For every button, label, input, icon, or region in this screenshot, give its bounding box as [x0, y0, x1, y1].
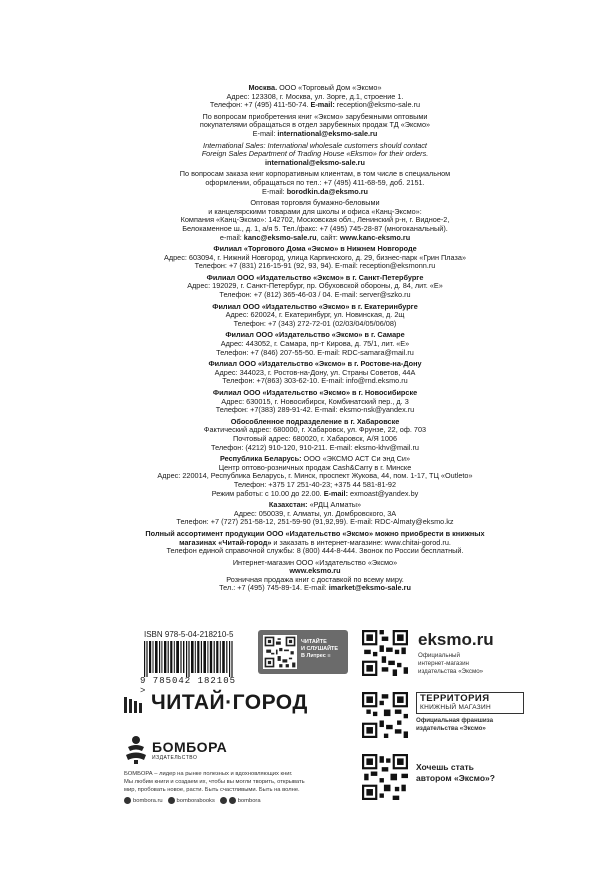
territoriya-line: Официальная франшиза: [416, 717, 494, 724]
territoriya-desc: [416, 717, 524, 733]
branch-phone: Телефон: +7 (727) 251-58-12, 251-59-90 (91,92,99). E-mail: RDC-Almaty@eksmo.kz: [176, 517, 454, 527]
intl-email[interactable]: international@eksmo-sale.ru: [265, 157, 365, 167]
branch-phone: Телефон: +7(383) 289-91-42. E-mail: eksmo-nsk@yandex.ru: [215, 405, 415, 415]
dzen-icon: [229, 797, 236, 804]
branch-address: Адрес: 220014, Республика Беларусь, г. Минск, проспект Жукова, 44, пом. 1-17, ТЦ «Outleto»: [157, 471, 473, 481]
branch-address: Адрес: 630015, г. Новосибирск, Комбинатский пер., д. 3: [221, 396, 409, 406]
kanc-block: [130, 199, 500, 242]
telegram-icon: [220, 797, 227, 804]
barcode-number: 9 785042 182105 >: [140, 676, 237, 696]
bombora-sub: ИЗДАТЕЛЬСТВО: [152, 755, 198, 761]
qr-code-icon[interactable]: [362, 692, 408, 738]
chitai-gorod-name: ЧИТАЙ·ГОРОД: [151, 691, 308, 714]
chitai-gorod-mark-icon: [124, 697, 146, 713]
branch-title: Казахстан:: [268, 500, 308, 510]
branch-title: Республика Беларусь:: [219, 454, 302, 464]
intl-block: [130, 142, 500, 168]
chitai-text: Полный ассортимент продукции ООО «Издательство «Эксмо» можно приобрести в книжных: [145, 528, 485, 538]
litres-line: В Литрес ≡: [301, 653, 331, 659]
branch-address: Фактический адрес: 680000, г. Хабаровск, ул. Фрунзе, 22, оф. 703: [203, 425, 427, 435]
bombora-desc: [124, 771, 349, 794]
territoriya-line: издательства «Эксмо»: [416, 725, 486, 732]
moscow-email[interactable]: reception@eksmo-sale.ru: [334, 100, 421, 110]
bombora-social: [124, 797, 261, 804]
author-block[interactable]: [416, 762, 495, 784]
branch-phone: Телефон: +375 17 251-40-23; +375 44 581-81-92: [233, 479, 397, 489]
chitai-phone: Телефон единой справочной службы: 8 (800) 444-8-444. Звонок по России бесплатный.: [166, 546, 464, 556]
moscow-phone: Телефон: +7 (495) 411-50-74.: [209, 100, 309, 110]
shop-email[interactable]: imarket@eksmo-sale.ru: [326, 583, 411, 593]
litres-line: И СЛУШАЙТЕ: [301, 646, 339, 652]
email-label: E-mail:: [261, 186, 285, 196]
khab-block: [130, 418, 500, 452]
branch-address: Почтовый адрес: 680020, г. Хабаровск, А/Я 1006: [232, 433, 398, 443]
branch-phone: Телефон: (4212) 910-120, 910-211. E-mail: eksmo-khv@mail.ru: [211, 442, 419, 452]
branch-phone: Телефон: +7 (343) 272-72-01 (02/03/04/05/06/08): [233, 318, 397, 328]
nsk-block: [130, 389, 500, 415]
bombora-social-link[interactable]: bomborabooks: [176, 798, 215, 805]
shop-phone: Тел.: +7 (495) 745-89-14. E-mail:: [219, 583, 327, 593]
branch-address: Адрес: 603094, г. Нижний Новгород, улица Карпинского, д. 29, бизнес-парк «Грин Плаза»: [163, 252, 466, 262]
chitai-site[interactable]: и заказать в интернет-магазине: www.chitai-gorod.ru.: [271, 537, 451, 547]
branch-title: Филиал ООО «Издательство «Эксмо» в г. Екатеринбурге: [212, 301, 418, 311]
territoriya-logo: [416, 692, 524, 714]
litres-line: ЧИТАЙТЕ: [301, 639, 327, 645]
kanc-site[interactable]: www.kanc-eksmo.ru: [339, 232, 411, 242]
branch-phone: Телефон: +7 (831) 216-15-91 (92, 93, 94). E-mail: reception@eksmonn.ru: [194, 261, 436, 271]
branch-company: ООО «ЭКСМО АСТ Си энд Си»: [301, 454, 411, 464]
kanc-text: Оптовая торговля бумажно-беловыми: [250, 198, 380, 208]
branch-title: Обособленное подразделение в г. Хабаровске: [230, 416, 400, 426]
qr-code-icon: [263, 635, 297, 669]
intl-text: Foreign Sales Department of Trading House «Eksmo» for their orders.: [201, 149, 429, 159]
litres-text: [301, 639, 338, 660]
branch-phone: Телефон: +7 (846) 207-55-50. E-mail: RDC-samara@mail.ru: [216, 347, 414, 357]
eksmo-site-block[interactable]: [418, 630, 494, 676]
bombora-name: БОМБОРА: [152, 739, 228, 755]
shop-site[interactable]: www.eksmo.ru: [289, 566, 341, 576]
work-hours: Режим работы: с 10.00 до 22.00.: [211, 488, 322, 498]
spb-block: [130, 274, 500, 300]
branch-address: Адрес: 050039, г. Алматы, ул. Домбровского, 3А: [233, 508, 397, 518]
isbn-text: ISBN 978-5-04-218210-5: [144, 630, 234, 639]
branch-phone: Телефон: +7(863) 303-62-10. E-mail: info@rnd.eksmo.ru: [222, 376, 408, 386]
eksmo-site-url[interactable]: eksmo.ru: [418, 630, 494, 649]
foreign-text: покупателями обращаться в отдел зарубежных продаж ТД «Эксмо»: [199, 120, 431, 130]
territoriya-logo-title: ТЕРРИТОРИЯ: [420, 693, 490, 704]
samara-block: [130, 331, 500, 357]
bombora-logo-icon: [124, 735, 148, 765]
branch-phone: Телефон: +7 (812) 365-46-03 / 04. E-mail: server@szko.ru: [219, 290, 411, 300]
branch-text: Центр оптово-розничных продаж Cash&Carry в г. Минске: [218, 462, 412, 472]
qr-code-icon[interactable]: [362, 630, 408, 676]
ekb-block: [130, 303, 500, 329]
foreign-text: По вопросам приобретения книг «Эксмо» зарубежными оптовыми: [202, 111, 428, 121]
kanc-address: Компания «Канц-Эксмо»: 142702, Московская обл., Ленинский р-н, г. Видное-2,: [180, 215, 450, 225]
kanc-address: Белокаменное ш., д. 1, а/я 5. Тел./факс: +7 (495) 745-28-87 (многоканальный).: [182, 223, 448, 233]
branch-title: Филиал ООО «Издательство «Эксмо» в г. Ростове-на-Дону: [208, 359, 422, 369]
kz-block: [130, 501, 500, 527]
litres-badge[interactable]: [258, 630, 348, 674]
foreign-block: [130, 113, 500, 139]
corp-block: [130, 170, 500, 196]
shop-title: Интернет-магазин ООО «Издательство «Эксмо»: [232, 557, 398, 567]
isbn-barcode: [124, 630, 237, 696]
branch-email[interactable]: exmoast@yandex.by: [348, 488, 419, 498]
chitai-block: [130, 530, 500, 556]
eksmo-site-desc: [418, 652, 494, 676]
kanc-text: и канцелярскими товарами для школы и офиса «Канц-Эксмо»:: [208, 206, 422, 216]
moscow-address: Адрес: 123308, г. Москва, ул. Зорге, д.1, строение 1.: [226, 91, 404, 101]
barcode-icon: [144, 641, 234, 677]
nn-block: [130, 245, 500, 271]
branch-title: Филиал ООО «Издательство «Эксмо» в г. Новосибирске: [212, 388, 418, 397]
corp-text: оформлении, обращаться по тел.: +7 (495) 411-68-59, доб. 2151.: [205, 177, 425, 187]
chitai-text: магазинах «Читай-город»: [179, 537, 272, 547]
bombora-desc-line: Мы любим книги и создаем их, чтобы вы могли творить, открывать: [124, 778, 305, 785]
moscow-company: ООО «Торговый Дом «Эксмо»: [277, 83, 382, 92]
email-label: E-mail:: [323, 488, 349, 498]
vk-icon: [168, 797, 175, 804]
belarus-block: [130, 455, 500, 498]
rostov-block: [130, 360, 500, 386]
branch-title: Филиал ООО «Издательство «Эксмо» в г. Самаре: [225, 330, 405, 340]
author-line: Хочешь стать: [416, 762, 474, 772]
branch-title: Филиал «Торгового Дома «Эксмо» в Нижнем Новгороде: [213, 244, 417, 254]
email-label: E-mail:: [252, 128, 276, 138]
branch-address: Адрес: 344023, г. Ростов-на-Дону, ул. Страны Советов, 44А: [214, 367, 416, 377]
branch-address: Адрес: 443052, г. Самара, пр-т Кирова, д. 75/1, лит. «Е»: [220, 339, 410, 349]
moscow-city: Москва.: [248, 83, 278, 92]
eksmo-site-line: издательства «Эксмо»: [418, 668, 484, 675]
eksmo-site-line: интернет-магазин: [418, 660, 469, 667]
author-line: автором «Эксмо»?: [416, 773, 495, 783]
corp-email[interactable]: borodkin.da@eksmo.ru: [286, 186, 369, 196]
branch-company: «РДЦ Алматы»: [307, 500, 362, 510]
kanc-email[interactable]: kanc@eksmo-sale.ru: [243, 232, 317, 242]
email-label: E-mail:: [310, 100, 335, 110]
corp-text: По вопросам заказа книг корпоративным клиентам, в том числе в специальном: [179, 169, 451, 179]
branch-address: Адрес: 192029, г. Санкт-Петербург, пр. Обуховской обороны, д. 84, лит. «Е»: [187, 281, 443, 291]
email-label: e-mail:: [219, 232, 242, 242]
bombora-desc-line: мир, пробовать новое, расти. Быть счастливыми. Быть на волне.: [124, 786, 300, 793]
bombora-social-link[interactable]: bombora.ru: [133, 798, 163, 805]
site-label: , сайт:: [316, 232, 338, 242]
foreign-email[interactable]: international@eksmo-sale.ru: [277, 128, 378, 138]
moscow-block: [130, 84, 500, 110]
shop-block: [130, 559, 500, 593]
branch-title: Филиал ООО «Издательство «Эксмо» в г. Санкт-Петербурге: [206, 272, 424, 282]
territoriya-block[interactable]: [416, 692, 524, 733]
qr-code-icon[interactable]: [362, 754, 408, 800]
contacts-block: [130, 84, 500, 596]
instagram-icon: [124, 797, 131, 804]
eksmo-site-line: Официальный: [418, 652, 460, 659]
shop-text: Розничная продажа книг с доставкой по всему миру.: [226, 574, 404, 584]
territoriya-logo-sub: КНИЖНЫЙ МАГАЗИН: [420, 704, 491, 711]
bombora-desc-line: БОМБОРА – лидер на рынке полезных и вдохновляющих книг.: [124, 771, 293, 777]
branch-address: Адрес: 620024, г. Екатеринбург, ул. Новинская, д. 2щ: [225, 310, 405, 320]
intl-text: International Sales: International wholesale customers should contact: [203, 140, 427, 150]
bombora-social-link[interactable]: bombora: [237, 798, 261, 805]
